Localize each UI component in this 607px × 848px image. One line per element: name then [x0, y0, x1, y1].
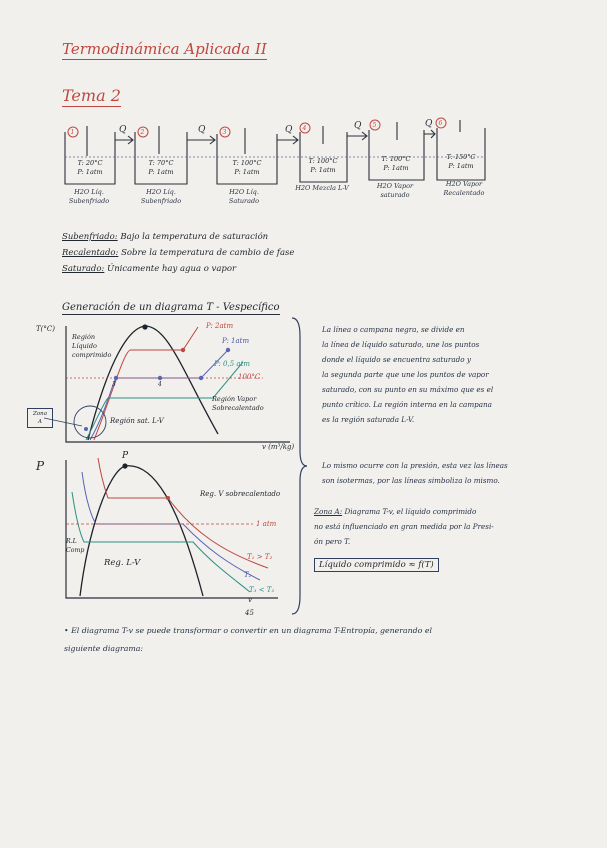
tank-4-caption: H2O Mezcla L-V: [295, 184, 349, 192]
state-num-1: 1: [70, 129, 75, 136]
tank-3-values: T: 100°C P: 1atm: [232, 159, 262, 176]
tank-6-values: T: 150°C P: 1atm: [446, 153, 476, 170]
tank-2-caption: H2O Líq. Subenfriado: [140, 188, 182, 205]
pv-region-superheated: Reg. V sobrecalentado: [200, 490, 281, 498]
state-num-5: 5: [372, 122, 377, 129]
tv-diagram: [28, 322, 313, 462]
pv-diagram: [28, 452, 293, 607]
tank-4-values: T: 100°C P: 1atm: [308, 157, 338, 174]
state-num-3: 3: [222, 129, 227, 136]
page-number: 45: [245, 609, 254, 617]
tv-x-axis-label: v (m³/kg): [262, 443, 295, 451]
tank-5-caption: H2O Vapor saturado: [376, 182, 414, 199]
tv-section-heading: Generación de un diagrama T - Vespecífico: [62, 302, 280, 313]
definition-subenfriado: Subenfriado: Bajo la temperatura de saturación: [62, 232, 269, 242]
region-saturated-mix: Región sat. L-V: [110, 417, 164, 425]
tank-3-caption: H2O Líq. Saturado: [228, 188, 260, 205]
state-num-6: 6: [438, 120, 443, 127]
region-compressed-liquid: Región Líquido comprimido: [72, 333, 112, 359]
isotherm-t2-label: T₂: [244, 571, 252, 579]
pv-region-mix: Reg. L-V: [104, 558, 141, 568]
isotherm-100c-label: 100°C: [238, 373, 261, 381]
isotherm-t3-label: T₃ < T₂: [249, 586, 275, 594]
tank-1-caption: H2O Líq. Subenfriado: [68, 188, 110, 205]
tank-1-values: T: 20°C P: 1atm: [77, 159, 103, 176]
bottom-paragraph: • El diagrama T-v se puede transformar o convertir en un diagrama T-Entropía, generando el siguiente diagrama:: [64, 626, 432, 653]
definition-saturado: Saturado: Únicamente hay agua o vapor: [62, 264, 237, 274]
note-saturation-dome: La línea o campana negra, se divide en la línea de líquido saturado, une los puntos donde el líquido se encuentra saturado y la segunda parte que une los puntos de vapor saturado, con su punto en su máximo que es el punto crítico. La región interna en la campana es la región saturada L-V.: [322, 325, 494, 424]
state-num-2: 2: [140, 129, 145, 136]
zona-a-box: Zona A: [27, 408, 53, 428]
topic-heading: Tema 2: [62, 86, 121, 105]
isobar-05atm-label: P: 0,5 atm: [214, 360, 251, 368]
heat-flow-3: Q: [285, 125, 293, 135]
note-zona-a: Zona A: Diagrama T-v, el líquido comprimido no está influenciado en gran medida por la Presi- ón pero T.: [314, 507, 494, 546]
tank-5-values: T: 100°C P: 1atm: [381, 155, 411, 172]
heat-flow-2: Q: [198, 125, 206, 135]
formula-box: Líquido comprimido ≈ f(T): [314, 558, 439, 572]
state-num-4: 4: [302, 125, 307, 132]
page-title: Termodinámica Aplicada II: [62, 40, 267, 58]
pv-y-axis-label: P: [36, 459, 45, 473]
heat-flow-4: Q: [354, 121, 362, 131]
heat-flow-1: Q: [119, 125, 127, 135]
definitions-list: [62, 232, 294, 280]
region-superheated-vapor: Región Vapor Sobrecalentado: [212, 395, 264, 412]
pv-region-compressed: R.L Comp: [66, 538, 85, 554]
tank-6-caption: H2O Vapor Recalentado: [443, 180, 485, 197]
point-3: 3: [112, 381, 116, 388]
isobar-2atm-label: P: 2atm: [206, 322, 234, 330]
critical-point-label: P: [122, 451, 129, 461]
pv-x-axis-label: v: [248, 596, 252, 604]
definition-recalentado: Recalentado: Sobre la temperatura de cambio de fase: [62, 248, 295, 258]
isotherm-t1-label: T₁ > T₂: [247, 553, 273, 561]
note-isotherms: Lo mismo ocurre con la presión, esta vez las líneas son isotermas, por las líneas simboliza lo mismo.: [322, 461, 508, 485]
tank-2-values: T: 70°C P: 1atm: [148, 159, 174, 176]
tv-y-axis-label: T(°C): [36, 325, 55, 333]
pv-1atm-label: 1 atm: [256, 520, 277, 528]
point-4: 4: [158, 381, 162, 388]
isobar-1atm-label: P: 1atm: [222, 337, 250, 345]
heat-flow-5: Q: [425, 119, 433, 129]
